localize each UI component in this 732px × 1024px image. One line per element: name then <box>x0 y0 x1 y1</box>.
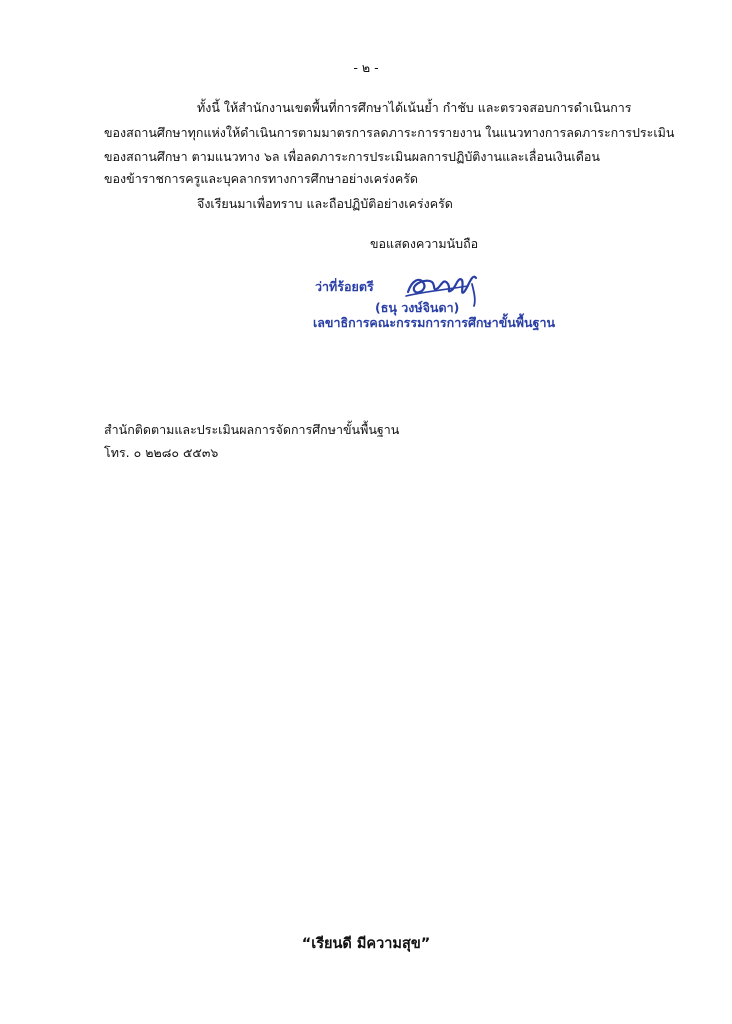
paragraph-2: จึงเรียนมาเพื่อทราบ และถือปฏิบัติอย่างเคร่งครัด <box>197 196 453 211</box>
closing-salutation: ขอแสดงความนับถือ <box>370 236 479 251</box>
paragraph-1-line-1: ทั้งนี้ ให้สำนักงานเขตพื้นที่การศึกษาได้เน้นย้ำ กำชับ และตรวจสอบการดำเนินการ <box>197 100 632 115</box>
office-phone: โทร. ๐ ๒๒๘๐ ๕๕๓๖ <box>104 445 219 460</box>
motto: “เรียนดี มีความสุข” <box>301 936 431 952</box>
paragraph-1-line-3: ของสถานศึกษา ตามแนวทาง ๖ล เพื่อลดภาระการประเมินผลการปฏิบัติงานและเลื่อนเงินเดือน <box>104 149 600 164</box>
page-number: - ๒ - <box>353 60 379 75</box>
signer-rank: ว่าที่ร้อยตรี <box>315 279 374 294</box>
signer-position: เลขาธิการคณะกรรมการการศึกษาขั้นพื้นฐาน <box>313 315 556 330</box>
paragraph-1-line-2: ของสถานศึกษาทุกแห่งให้ดำเนินการตามมาตรการลดภาระการรายงาน ในแนวทางการลดภาระการประเมิน <box>104 125 675 140</box>
paragraph-1-line-4: ของข้าราชการครูและบุคลากรทางการศึกษาอย่างเคร่งครัด <box>104 171 419 186</box>
office-name: สำนักติดตามและประเมินผลการจัดการศึกษาขั้นพื้นฐาน <box>104 422 400 437</box>
signer-name: (ธนุ วงษ์จินดา) <box>375 300 460 315</box>
